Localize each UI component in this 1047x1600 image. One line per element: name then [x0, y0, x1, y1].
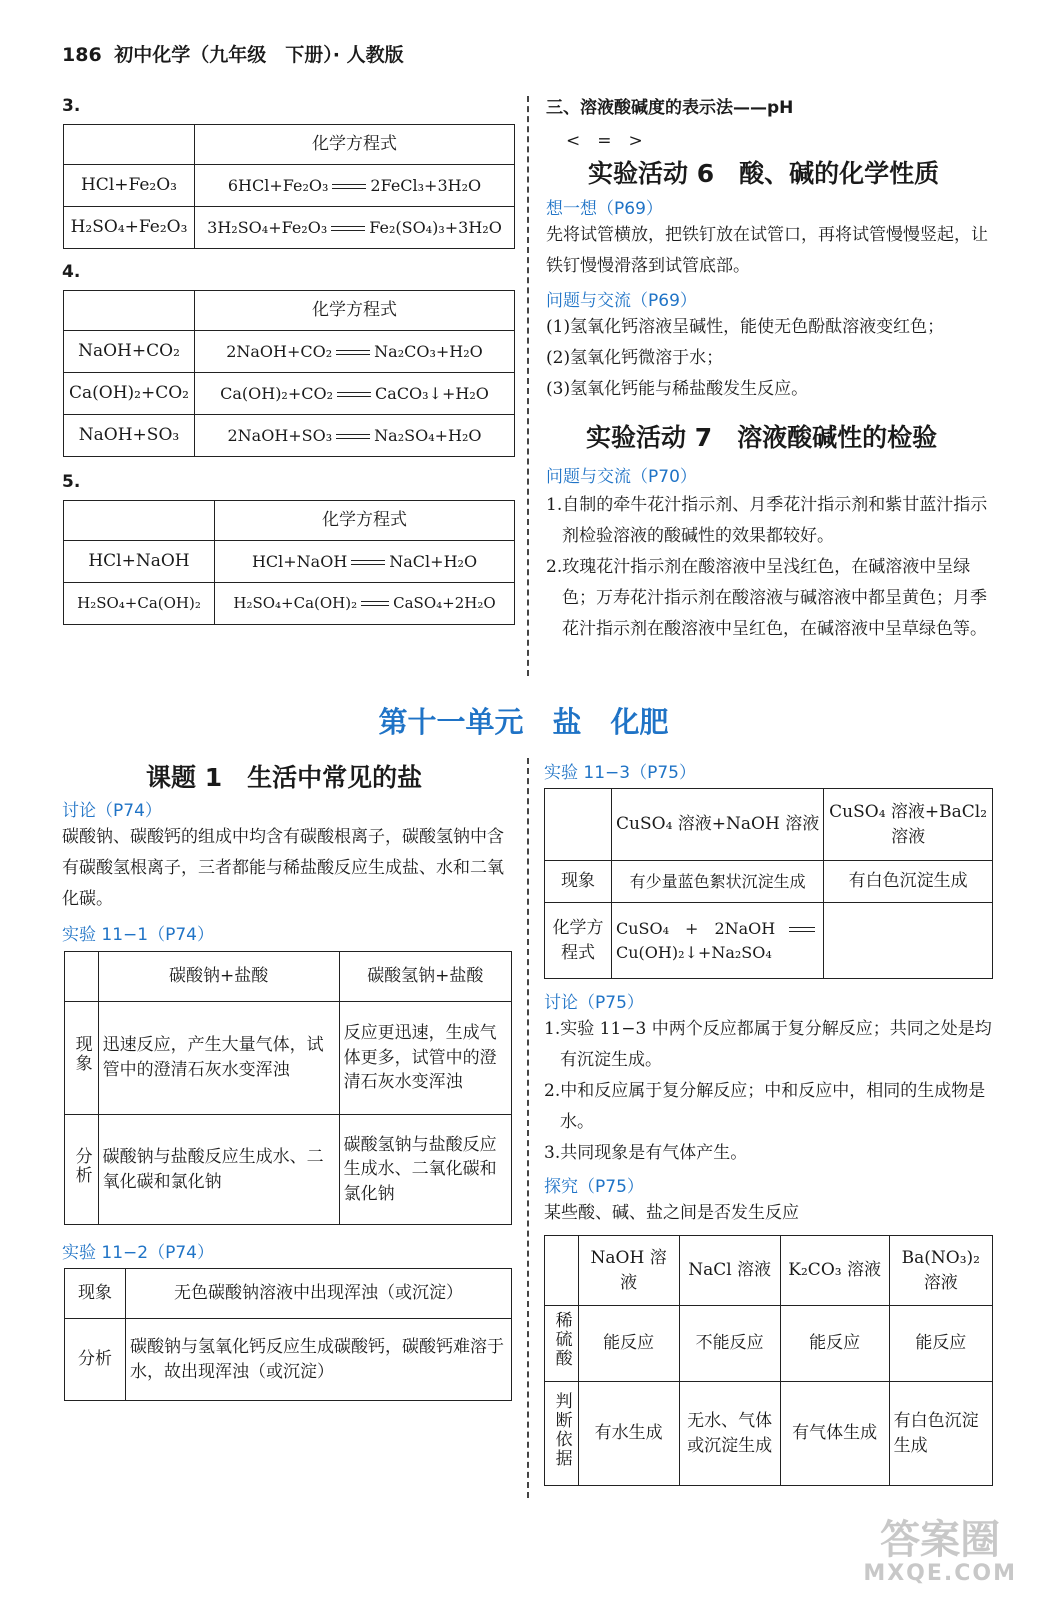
q3-table — [63, 124, 515, 249]
exp3-col1: CuSO₄ 溶液+NaOH 溶液 — [612, 789, 824, 861]
explore-r2-cell: 有气体生成 — [780, 1382, 889, 1486]
q5-r2-reactants: H₂SO₄+Ca(OH)₂ — [64, 583, 215, 625]
experiment-11-3-label: 实验 11−3（P75） — [544, 763, 696, 783]
explore-row1-head: 稀硫酸 — [551, 1311, 572, 1369]
q4-r2-equation: Ca(OH)₂+CO₂ CaCO₃↓+H₂O — [195, 373, 515, 415]
q3-r1-equation: 6HCl+Fe₂O₃ 2FeCl₃+3H₂O — [195, 165, 515, 207]
exp1-row2-head: 分析 — [71, 1146, 92, 1185]
explore-r2-cell: 有水生成 — [578, 1382, 679, 1486]
q4-r3-equation: 2NaOH+SO₃ Na₂SO₄+H₂O — [195, 415, 515, 457]
discuss-list-p75 — [544, 1014, 999, 1169]
q5-r1-reactants: HCl+NaOH — [64, 541, 215, 583]
exp2-row2-head: 分析 — [65, 1319, 126, 1401]
discuss-item: 2.中和反应属于复分解反应；中和反应中，相同的生成物是水。 — [544, 1081, 986, 1132]
think-label: 想一想（P69） — [546, 199, 663, 219]
qa1-item: (1)氢氧化钙溶液呈碱性，能使无色酚酞溶液变红色； — [546, 317, 945, 337]
experiment-11-2-table — [64, 1268, 512, 1401]
q5-table — [63, 500, 515, 625]
watermark-logo: 答案圈 — [880, 1517, 1001, 1563]
explore-row2-head: 判断依据 — [551, 1391, 572, 1468]
qa1-item: (2)氢氧化钙微溶于水； — [546, 348, 724, 368]
exp1-col1: 碳酸钠+盐酸 — [98, 952, 339, 1002]
experiment-11-1-label: 实验 11−1（P74） — [62, 925, 214, 945]
exp1-row1-head: 现象 — [71, 1035, 92, 1074]
q4-r1-equation: 2NaOH+CO₂ Na₂CO₃+H₂O — [195, 331, 515, 373]
exp2-row1-head: 现象 — [65, 1269, 126, 1319]
explore-r1-cell: 能反应 — [578, 1306, 679, 1382]
discuss-item: 3.共同现象是有气体产生。 — [544, 1143, 748, 1163]
explore-col: NaOH 溶液 — [578, 1236, 679, 1306]
exp1-col2: 碳酸氢钠+盐酸 — [339, 952, 511, 1002]
exp1-r1-c2: 反应更迅速，生成气体更多，试管中的澄清石灰水变浑浊 — [339, 1002, 511, 1115]
explore-text: 某些酸、碱、盐之间是否发生反应 — [544, 1203, 799, 1223]
column-divider-top — [527, 96, 529, 676]
exp1-r2-c1: 碳酸钠与盐酸反应生成水、二氧化碳和氯化钠 — [98, 1115, 339, 1225]
lesson-title: 课题 1 生活中常见的盐 — [146, 763, 423, 792]
exp3-col2: CuSO₄ 溶液+BaCl₂ 溶液 — [824, 789, 993, 861]
qa2-item: 2.玫瑰花汁指示剂在酸溶液中呈浅红色，在碱溶液中呈绿色；万寿花汁指示剂在酸溶液与碱溶液中都呈黄色；月季花汁指示剂在酸溶液中呈红色，在碱溶液中呈草绿色等。 — [546, 557, 987, 639]
exp1-r2-c2: 碳酸氢钠与盐酸反应生成水、二氧化碳和氯化钠 — [339, 1115, 511, 1225]
q3-r2-equation: 3H₂SO₄+Fe₂O₃ Fe₂(SO₄)₃+3H₂O — [195, 207, 515, 249]
qa2-label: 问题与交流（P70） — [546, 467, 697, 487]
explore-table — [544, 1235, 993, 1486]
q4-table — [63, 290, 515, 457]
exp3-r1-c2: 有白色沉淀生成 — [824, 861, 993, 903]
explore-label: 探究（P75） — [544, 1177, 644, 1197]
column-divider-bottom — [527, 758, 529, 1498]
qa1-label: 问题与交流（P69） — [546, 291, 697, 311]
q4-head: 化学方程式 — [195, 291, 515, 331]
discuss-text-p74: 碳酸钠、碳酸钙的组成中均含有碳酸根离子，碳酸氢钠中含有碳酸氢根离子，三者都能与稀盐酸反应生成盐、水和二氧化碳。 — [62, 827, 504, 909]
explore-r1-cell: 能反应 — [780, 1306, 889, 1382]
q4-r1-reactants: NaOH+CO₂ — [64, 331, 195, 373]
qa2-item: 1.自制的牵牛花汁指示剂、月季花汁指示剂和紫甘蓝汁指示剂检验溶液的酸碱性的效果都较好。 — [546, 495, 988, 546]
q5-r2-equation: H₂SO₄+Ca(OH)₂ CaSO₄+2H₂O — [215, 583, 515, 625]
explore-col: Ba(NO₃)₂ 溶液 — [889, 1236, 992, 1306]
q3-r1-reactants: HCl+Fe₂O₃ — [64, 165, 195, 207]
question-3-number: 3. — [62, 96, 81, 116]
experiment-11-1-table — [64, 951, 512, 1225]
q3-r2-reactants: H₂SO₄+Fe₂O₃ — [64, 207, 195, 249]
question-5-number: 5. — [62, 472, 81, 492]
activity-7-title: 实验活动 7 溶液酸碱性的检验 — [586, 423, 938, 452]
q3-head: 化学方程式 — [195, 125, 515, 165]
exp3-r2-equation: CuSO₄ + 2NaOH Cu(OH)₂↓+Na₂SO₄ — [612, 903, 824, 979]
q4-r3-reactants: NaOH+SO₃ — [64, 415, 195, 457]
q4-r2-reactants: Ca(OH)₂+CO₂ — [64, 373, 195, 415]
explore-r1-cell: 不能反应 — [679, 1306, 780, 1382]
page-header — [62, 40, 404, 67]
think-text: 先将试管横放，把铁钉放在试管口，再将试管慢慢竖起，让铁钉慢慢滑落到试管底部。 — [546, 225, 988, 276]
watermark-url: MXQE.COM — [863, 1561, 1017, 1586]
page-number: 186 — [62, 44, 102, 66]
exp1-r1-c1: 迅速反应，产生大量气体，试管中的澄清石灰水变浑浊 — [98, 1002, 339, 1115]
ph-symbols: < = > — [566, 131, 643, 151]
experiment-11-3-table — [544, 788, 993, 979]
qa2-list — [546, 490, 1001, 645]
exp3-r2-c2 — [824, 903, 993, 979]
explore-r1-cell: 能反应 — [889, 1306, 992, 1382]
exp3-row1-head: 现象 — [545, 861, 612, 903]
question-4-number: 4. — [62, 262, 81, 282]
activity-6-title: 实验活动 6 酸、碱的化学性质 — [588, 159, 940, 188]
exp2-r1: 无色碳酸钠溶液中出现浑浊（或沉淀） — [126, 1269, 512, 1319]
exp3-row2-head: 化学方程式 — [545, 903, 612, 979]
discuss-label-p75: 讨论（P75） — [544, 993, 644, 1013]
qa1-item: (3)氢氧化钙能与稀盐酸发生反应。 — [546, 379, 809, 399]
exp2-r2: 碳酸钠与氢氧化钙反应生成碳酸钙，碳酸钙难溶于水，故出现浑浊（或沉淀） — [126, 1319, 512, 1401]
explore-col: NaCl 溶液 — [679, 1236, 780, 1306]
qa1-list — [546, 312, 1006, 405]
discuss-item: 1.实验 11−3 中两个反应都属于复分解反应；共同之处是均有沉淀生成。 — [544, 1019, 992, 1070]
watermark — [863, 1519, 1017, 1586]
discuss-label-p74: 讨论（P74） — [62, 801, 162, 821]
explore-r2-cell: 无水、气体或沉淀生成 — [679, 1382, 780, 1486]
q5-r1-equation: HCl+NaOH NaCl+H₂O — [215, 541, 515, 583]
experiment-11-2-label: 实验 11−2（P74） — [62, 1243, 214, 1263]
explore-r2-cell: 有白色沉淀生成 — [889, 1382, 992, 1486]
book-title: 初中化学（九年级 下册）· 人教版 — [114, 44, 404, 66]
ph-title: 三、溶液酸碱度的表示法——pH — [546, 98, 794, 118]
exp3-r1-c1: 有少量蓝色絮状沉淀生成 — [612, 861, 824, 903]
explore-col: K₂CO₃ 溶液 — [780, 1236, 889, 1306]
unit-title: 第十一单元 盐 化肥 — [378, 705, 669, 739]
q5-head: 化学方程式 — [215, 501, 515, 541]
